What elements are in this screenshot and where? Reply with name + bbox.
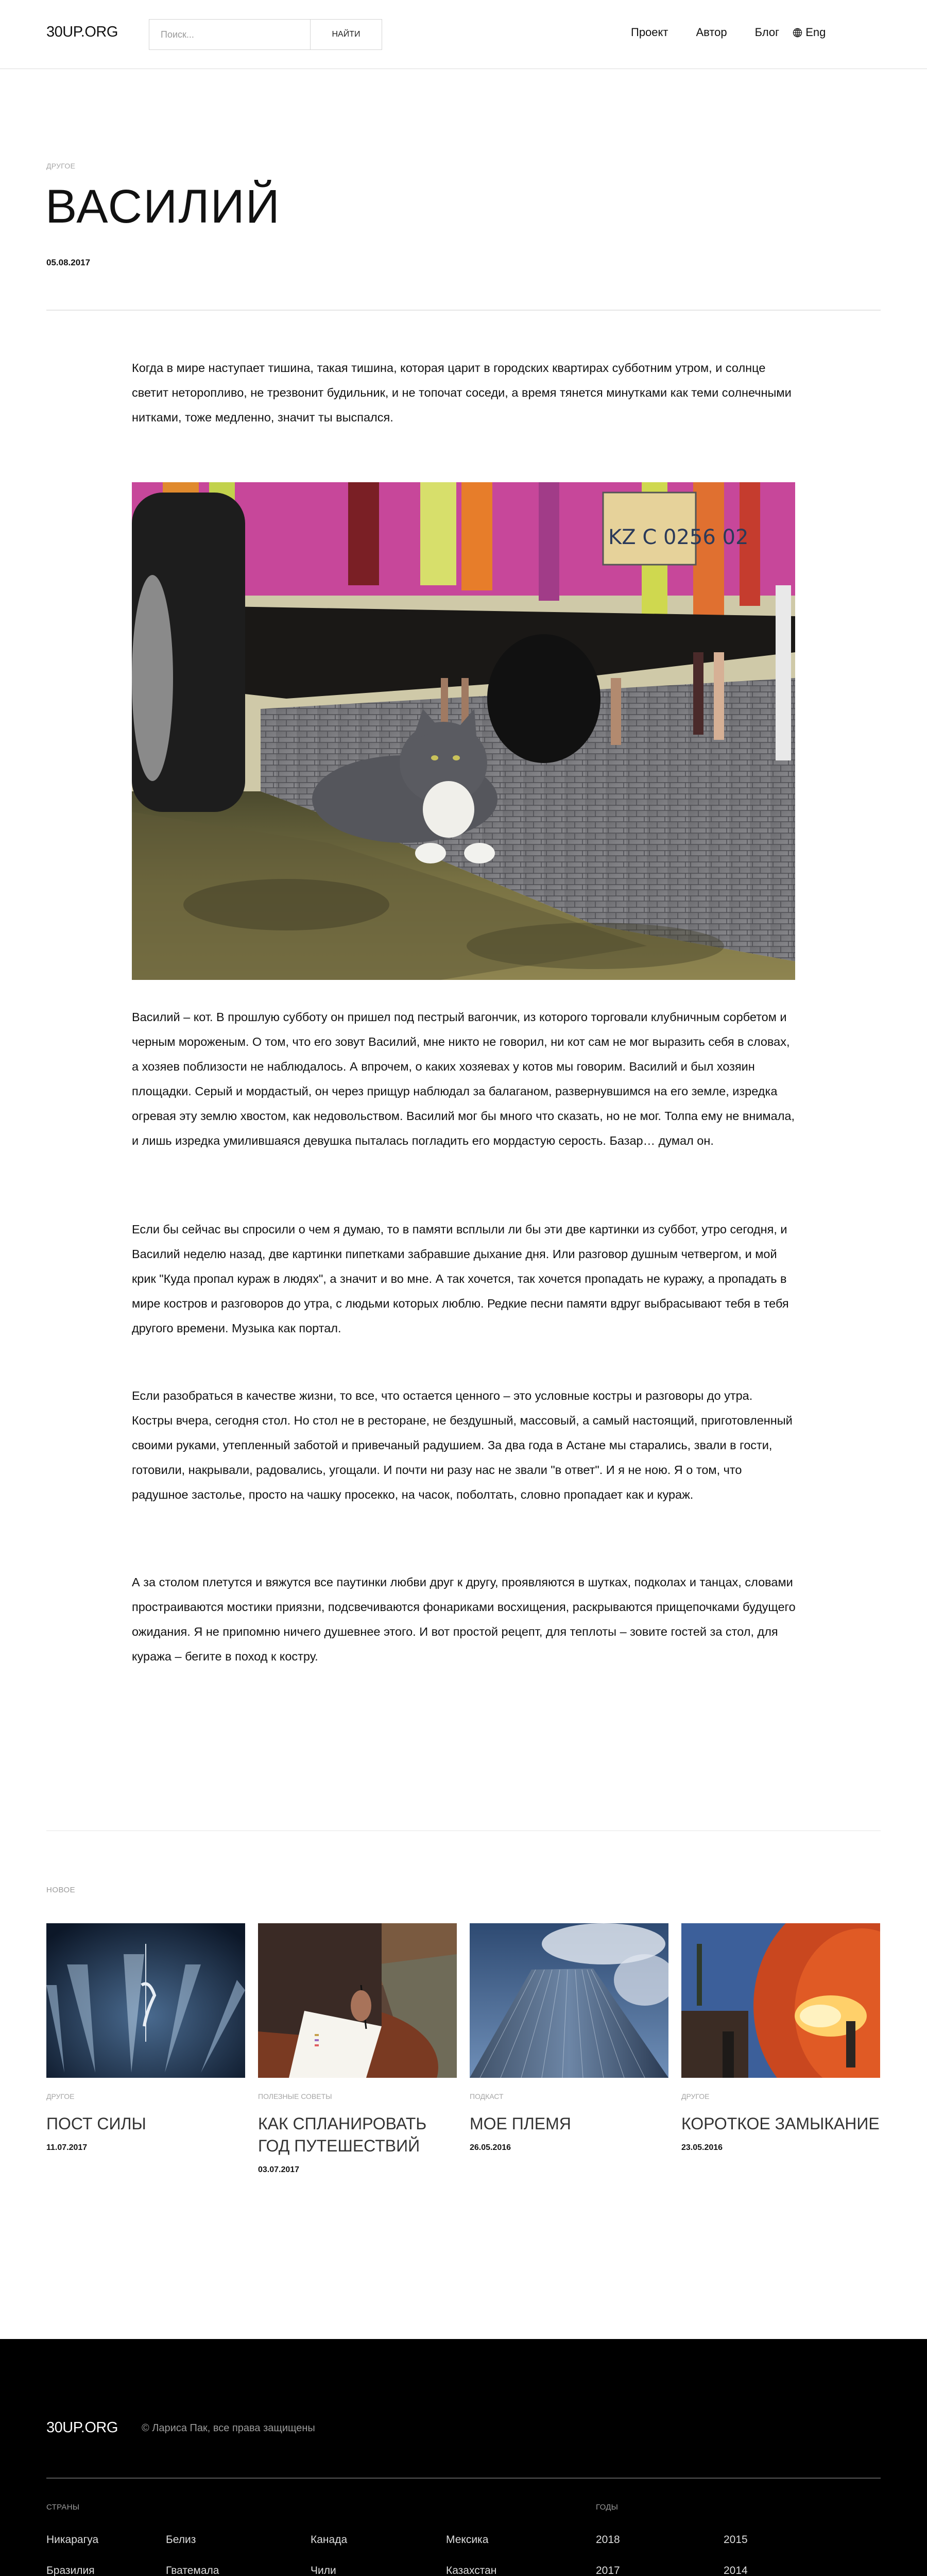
copyright: © Лариса Пак, все права защищены: [142, 2422, 315, 2434]
post-title[interactable]: КАК СПЛАНИРОВАТЬ ГОД ПУТЕШЕСТВИЙ: [258, 2114, 427, 2155]
country-link[interactable]: Никарагуа: [46, 2534, 99, 2546]
post-card[interactable]: [258, 1923, 457, 2175]
article-category[interactable]: ДРУГОЕ: [46, 162, 76, 170]
post-date: 11.07.2017: [46, 2143, 88, 2152]
post-thumbnail-notebook[interactable]: [258, 1923, 457, 2078]
post-thumbnail-skyscraper[interactable]: [470, 1923, 668, 2078]
site-header: [0, 0, 927, 69]
language-switch[interactable]: [793, 26, 826, 39]
divider: [46, 310, 881, 311]
article-paragraph: А за столом плетутся и вяжутся все паутинки любви друг к другу, проявляются в шутках, подколах и танцах, словами простраиваются мостики приязни, подсвечиваются фонариками восхищения, раскрываются прищепочками будущего ожидания. Я не припомню ничего душевнее этого. И вот простой рецепт, для теплоты – зовите гостей за стол, для куража – бегите в поход к костру.: [132, 1575, 796, 1663]
post-title[interactable]: ПОСТ СИЛЫ: [46, 2114, 146, 2133]
country-link[interactable]: Белиз: [166, 2534, 196, 2546]
article-photo-cat-under-van: [132, 482, 795, 980]
country-link[interactable]: Казахстан: [446, 2565, 497, 2576]
main-nav: [631, 26, 826, 39]
countries-label: СТРАНЫ: [46, 2503, 80, 2512]
year-link[interactable]: 2014: [724, 2565, 748, 2576]
year-link[interactable]: 2018: [596, 2534, 620, 2546]
country-link[interactable]: Чили: [311, 2565, 336, 2576]
new-posts-grid: [46, 1923, 882, 2175]
post-date: 23.05.2016: [681, 2143, 723, 2152]
article-paragraph: Если разобраться в качестве жизни, то все, что остается ценного – это условные костры и разговоры до утра. Костры вчера, сегодня стол. Но стол не в ресторане, не бездушный, массовый, а самый настоящий, приготовленный своими руками, утепленный заботой и привечаный радушием. За два года в Астане мы старались, звали в гости, готовили, накрывали, радовались, угощали. И почти ни разу нас не звали "в ответ". И я не ною. Я о том, что радушное застолье, просто на чашку просекко, на часок, поболтать, словно пропадает как и кураж.: [132, 1389, 793, 1501]
footer-logo[interactable]: 30UP.ORG: [46, 2419, 118, 2436]
article-paragraph: Если бы сейчас вы спросили о чем я думаю, то в памяти всплыли ли бы эти две картинки из суббот, утро сегодня, и Василий неделю назад, две картинки пипетками забравшие дыхание дня. Или разговор душным четвергом, и мой крик "Куда пропал кураж в людях", а значит и во мне. А так хочется, так хочется пропадать не куражу, а пропадать в мире костров и разговоров до утра, с людьми которых люблю. Редкие песни памяти вдруг выбрасывают тебя в тебя другого времени. Музыка как портал.: [132, 1223, 789, 1335]
post-title[interactable]: КОРОТКОЕ ЗАМЫКАНИЕ: [681, 2114, 880, 2133]
post-thumbnail-stage-lights[interactable]: [46, 1923, 245, 2078]
country-link[interactable]: Канада: [311, 2534, 348, 2546]
post-category[interactable]: ПОЛЕЗНЫЕ СОВЕТЫ: [258, 2092, 332, 2100]
site-logo[interactable]: 30UP.ORG: [46, 24, 118, 40]
post-thumbnail-hot-air-balloon[interactable]: [681, 1923, 880, 2078]
article-paragraph: Когда в мире наступает тишина, такая тишина, которая царит в городских квартирах субботним утром, и солнце светит неторопливо, не трезвонит будильник, и не топочат соседи, а время тянется минутками как теми солнечными нитками, тоже медленно, значит ты выспался.: [132, 361, 792, 424]
post-card[interactable]: [470, 1923, 668, 2175]
search-form: [149, 19, 382, 50]
article-paragraph: Василий – кот. В прошлую субботу он пришел под пестрый вагончик, из которого торговали клубничным сорбетом и черным мороженым. О том, что его зовут Василий, мне никто не говорил, ни кот сам не мог выразить себя в словах, а хозяев поблизости не наблюдалось. А впрочем, о каких хозяевах у котов мы говорим. Василий и был хозяин площадки. Серый и мордастый, он через прищур наблюдал за балаганом, развернувшимся на его земле, изредка огревая эту землю хвостом, как недовольством. Василий мог бы много что сказать, но не мог. Толпа ему не внимала, и лишь изредка умилившаяся девушка пыталась погладить его мордастую серость. Базар… думал он.: [132, 1010, 795, 1147]
language-label: Eng: [805, 26, 826, 39]
country-link[interactable]: Гватемала: [166, 2565, 219, 2576]
footer-divider: [46, 2478, 881, 2479]
post-date: 03.07.2017: [258, 2165, 300, 2174]
post-card[interactable]: [681, 1923, 880, 2175]
article-title: ВАСИЛИЙ: [45, 180, 281, 233]
search-input[interactable]: [149, 20, 311, 49]
nav-item-project[interactable]: Проект: [631, 26, 668, 39]
years-label: ГОДЫ: [596, 2503, 619, 2512]
license-plate-text: KZ C 0256 02: [608, 526, 749, 549]
post-title[interactable]: МОЕ ПЛЕМЯ: [470, 2114, 571, 2133]
site-footer: [0, 2339, 927, 2576]
nav-item-blog[interactable]: Блог: [754, 26, 780, 39]
post-category[interactable]: ДРУГОЕ: [681, 2092, 710, 2100]
post-date: 26.05.2016: [470, 2143, 511, 2152]
country-link[interactable]: Мексика: [446, 2534, 489, 2546]
nav-item-author[interactable]: Автор: [696, 26, 727, 39]
globe-icon: [793, 28, 802, 38]
post-category[interactable]: ДРУГОЕ: [46, 2092, 75, 2100]
new-posts-label: НОВОЕ: [46, 1886, 76, 1894]
country-link[interactable]: Бразилия: [46, 2565, 95, 2576]
search-button[interactable]: НАЙТИ: [311, 20, 382, 49]
post-category[interactable]: ПОДКАСТ: [470, 2092, 504, 2100]
article-date: 05.08.2017: [46, 258, 91, 267]
year-link[interactable]: 2015: [724, 2534, 748, 2546]
post-card[interactable]: [46, 1923, 245, 2175]
year-link[interactable]: 2017: [596, 2565, 620, 2576]
